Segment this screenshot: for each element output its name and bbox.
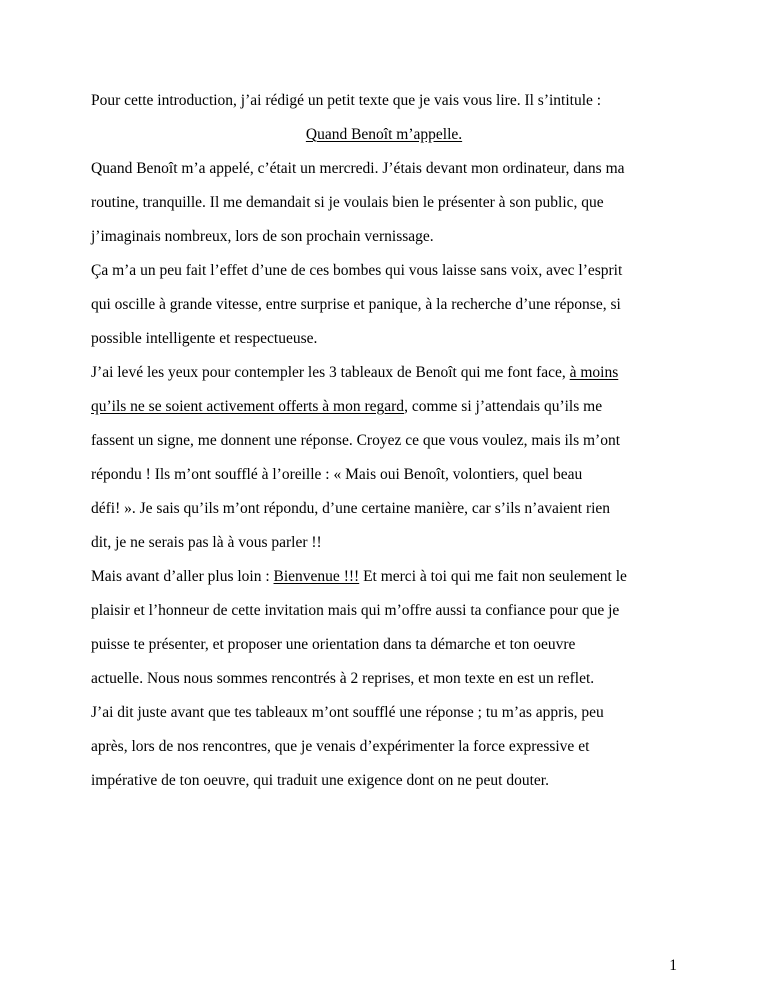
text-line	[91, 568, 627, 586]
text-line	[91, 398, 602, 416]
text-line: routine, tranquille. Il me demandait si je voulais bien le présenter à son public, que	[91, 194, 604, 211]
text-segment: Et merci à toi qui me fait non seulement le	[359, 568, 627, 585]
text-segment: , comme si j’attendais qu’ils me	[404, 398, 603, 415]
text-line: Quand Benoît m’a appelé, c’était un mercredi. J’étais devant mon ordinateur, dans ma	[91, 160, 625, 177]
intro-line: Pour cette introduction, j’ai rédigé un petit texte que je vais vous lire. Il s’intitule :	[91, 92, 602, 109]
underlined-phrase: qu’ils ne se soient activement offerts à mon regard	[91, 398, 405, 415]
text-line: répondu ! Ils m’ont soufflé à l’oreille : « Mais oui Benoît, volontiers, quel beau	[91, 466, 583, 483]
text-line: impérative de ton oeuvre, qui traduit une exigence dont on ne peut douter.	[91, 772, 549, 789]
underlined-phrase: à moins	[569, 364, 619, 381]
text-line	[91, 364, 618, 382]
text-line: j’imaginais nombreux, lors de son prochain vernissage.	[91, 228, 434, 245]
text-line: possible intelligente et respectueuse.	[91, 330, 318, 347]
text-line: actuelle. Nous nous sommes rencontrés à 2 reprises, et mon texte en est un reflet.	[91, 670, 595, 687]
text-line: puisse te présenter, et proposer une orientation dans ta démarche et ton oeuvre	[91, 636, 576, 653]
text-line: qui oscille à grande vitesse, entre surprise et panique, à la recherche d’une réponse, si	[91, 296, 621, 313]
title-text: Quand Benoît m’appelle.	[305, 126, 463, 143]
document-title	[0, 126, 768, 144]
underlined-phrase: Bienvenue !!!	[273, 568, 360, 585]
text-line: Ça m’a un peu fait l’effet d’une de ces bombes qui vous laisse sans voix, avec l’esprit	[91, 262, 623, 279]
page-number: 1	[669, 957, 677, 974]
text-line: défi! ». Je sais qu’ils m’ont répondu, d’une certaine manière, car s’ils n’avaient rien	[91, 500, 611, 517]
text-line: J’ai dit juste avant que tes tableaux m’ont soufflé une réponse ; tu m’as appris, peu	[91, 704, 604, 721]
text-line: plaisir et l’honneur de cette invitation mais qui m’offre aussi ta confiance pour que je	[91, 602, 620, 619]
text-line: dit, je ne serais pas là à vous parler !!	[91, 534, 322, 551]
text-line: fassent un signe, me donnent une réponse. Croyez ce que vous voulez, mais ils m’ont	[91, 432, 621, 449]
text-line: après, lors de nos rencontres, que je venais d’expérimenter la force expressive et	[91, 738, 590, 755]
text-segment: Mais avant d’aller plus loin :	[91, 568, 274, 585]
text-segment: J’ai levé les yeux pour contempler les 3 tableaux de Benoît qui me font face,	[91, 364, 570, 381]
